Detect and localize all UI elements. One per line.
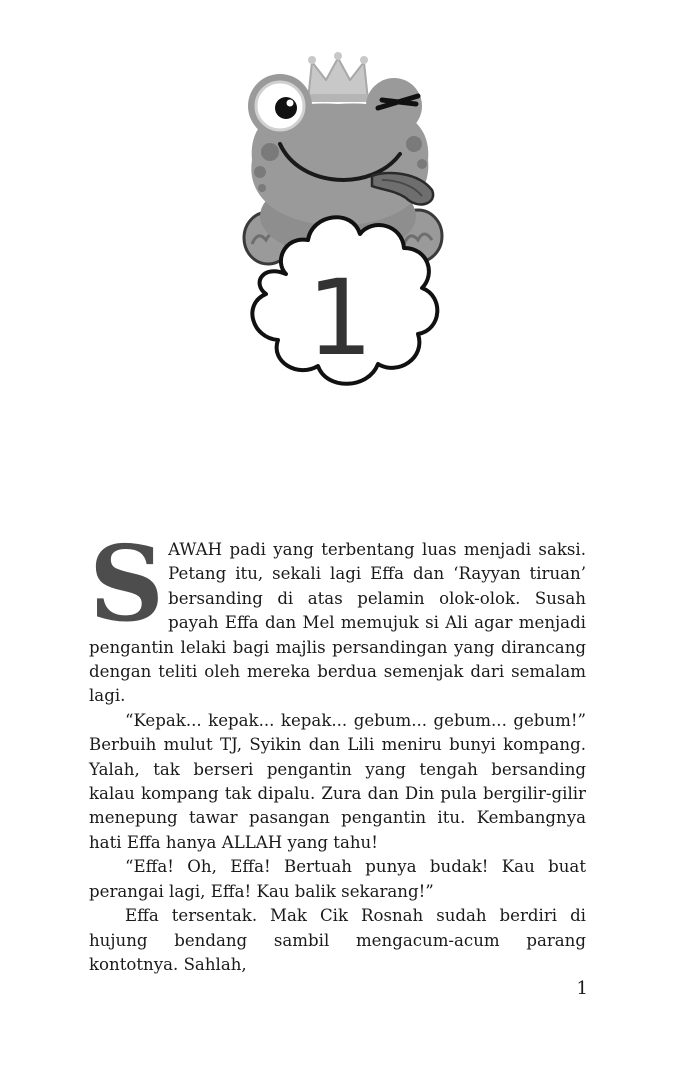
chapter-number: 1 <box>306 257 374 379</box>
crown-icon <box>308 52 368 102</box>
paragraph-1-text: AWAH padi yang terbentang luas menjadi saksi. Petang itu, sekali lagi Effa dan ‘Rayyan tiruan’ bersanding di atas pelamin olok-olok. Susah payah Effa dan Mel memujuk si Ali agar menjadi pengantin lelaki bagi majlis persandingan yang dirancang dengan teliti oleh mereka berdua semenjak dari semalam lagi. <box>89 540 586 706</box>
paragraph-4: Effa tersentak. Mak Cik Rosnah sudah berdiri di hujung bendang sambil mengacum-acum parang kontotnya. Sahlah, <box>89 906 586 974</box>
paragraph-1 <box>89 522 586 709</box>
drop-cap: S <box>89 522 165 645</box>
chapter-body <box>89 522 586 977</box>
paragraph-2: “Kepak... kepak... kepak... gebum... gebum... gebum!” Berbuih mulut TJ, Syikin dan Lili meniru bunyi kompang. Yalah, tak berseri pengantin yang tengah bersanding kalau kompang tak dipalu. Zura dan Din pula bergilir-gilir menepung tawar pasangan pengantin itu. Kembangnya hati Effa hanya ALLAH yang tahu! <box>89 710 586 852</box>
paragraph-3: “Effa! Oh, Effa! Bertuah punya budak! Kau buat perangai lagi, Effa! Kau balik sekarang!” <box>89 857 586 901</box>
frog-prince-icon <box>222 48 452 400</box>
chapter-illustration <box>222 48 452 400</box>
page-number: 1 <box>576 978 588 999</box>
